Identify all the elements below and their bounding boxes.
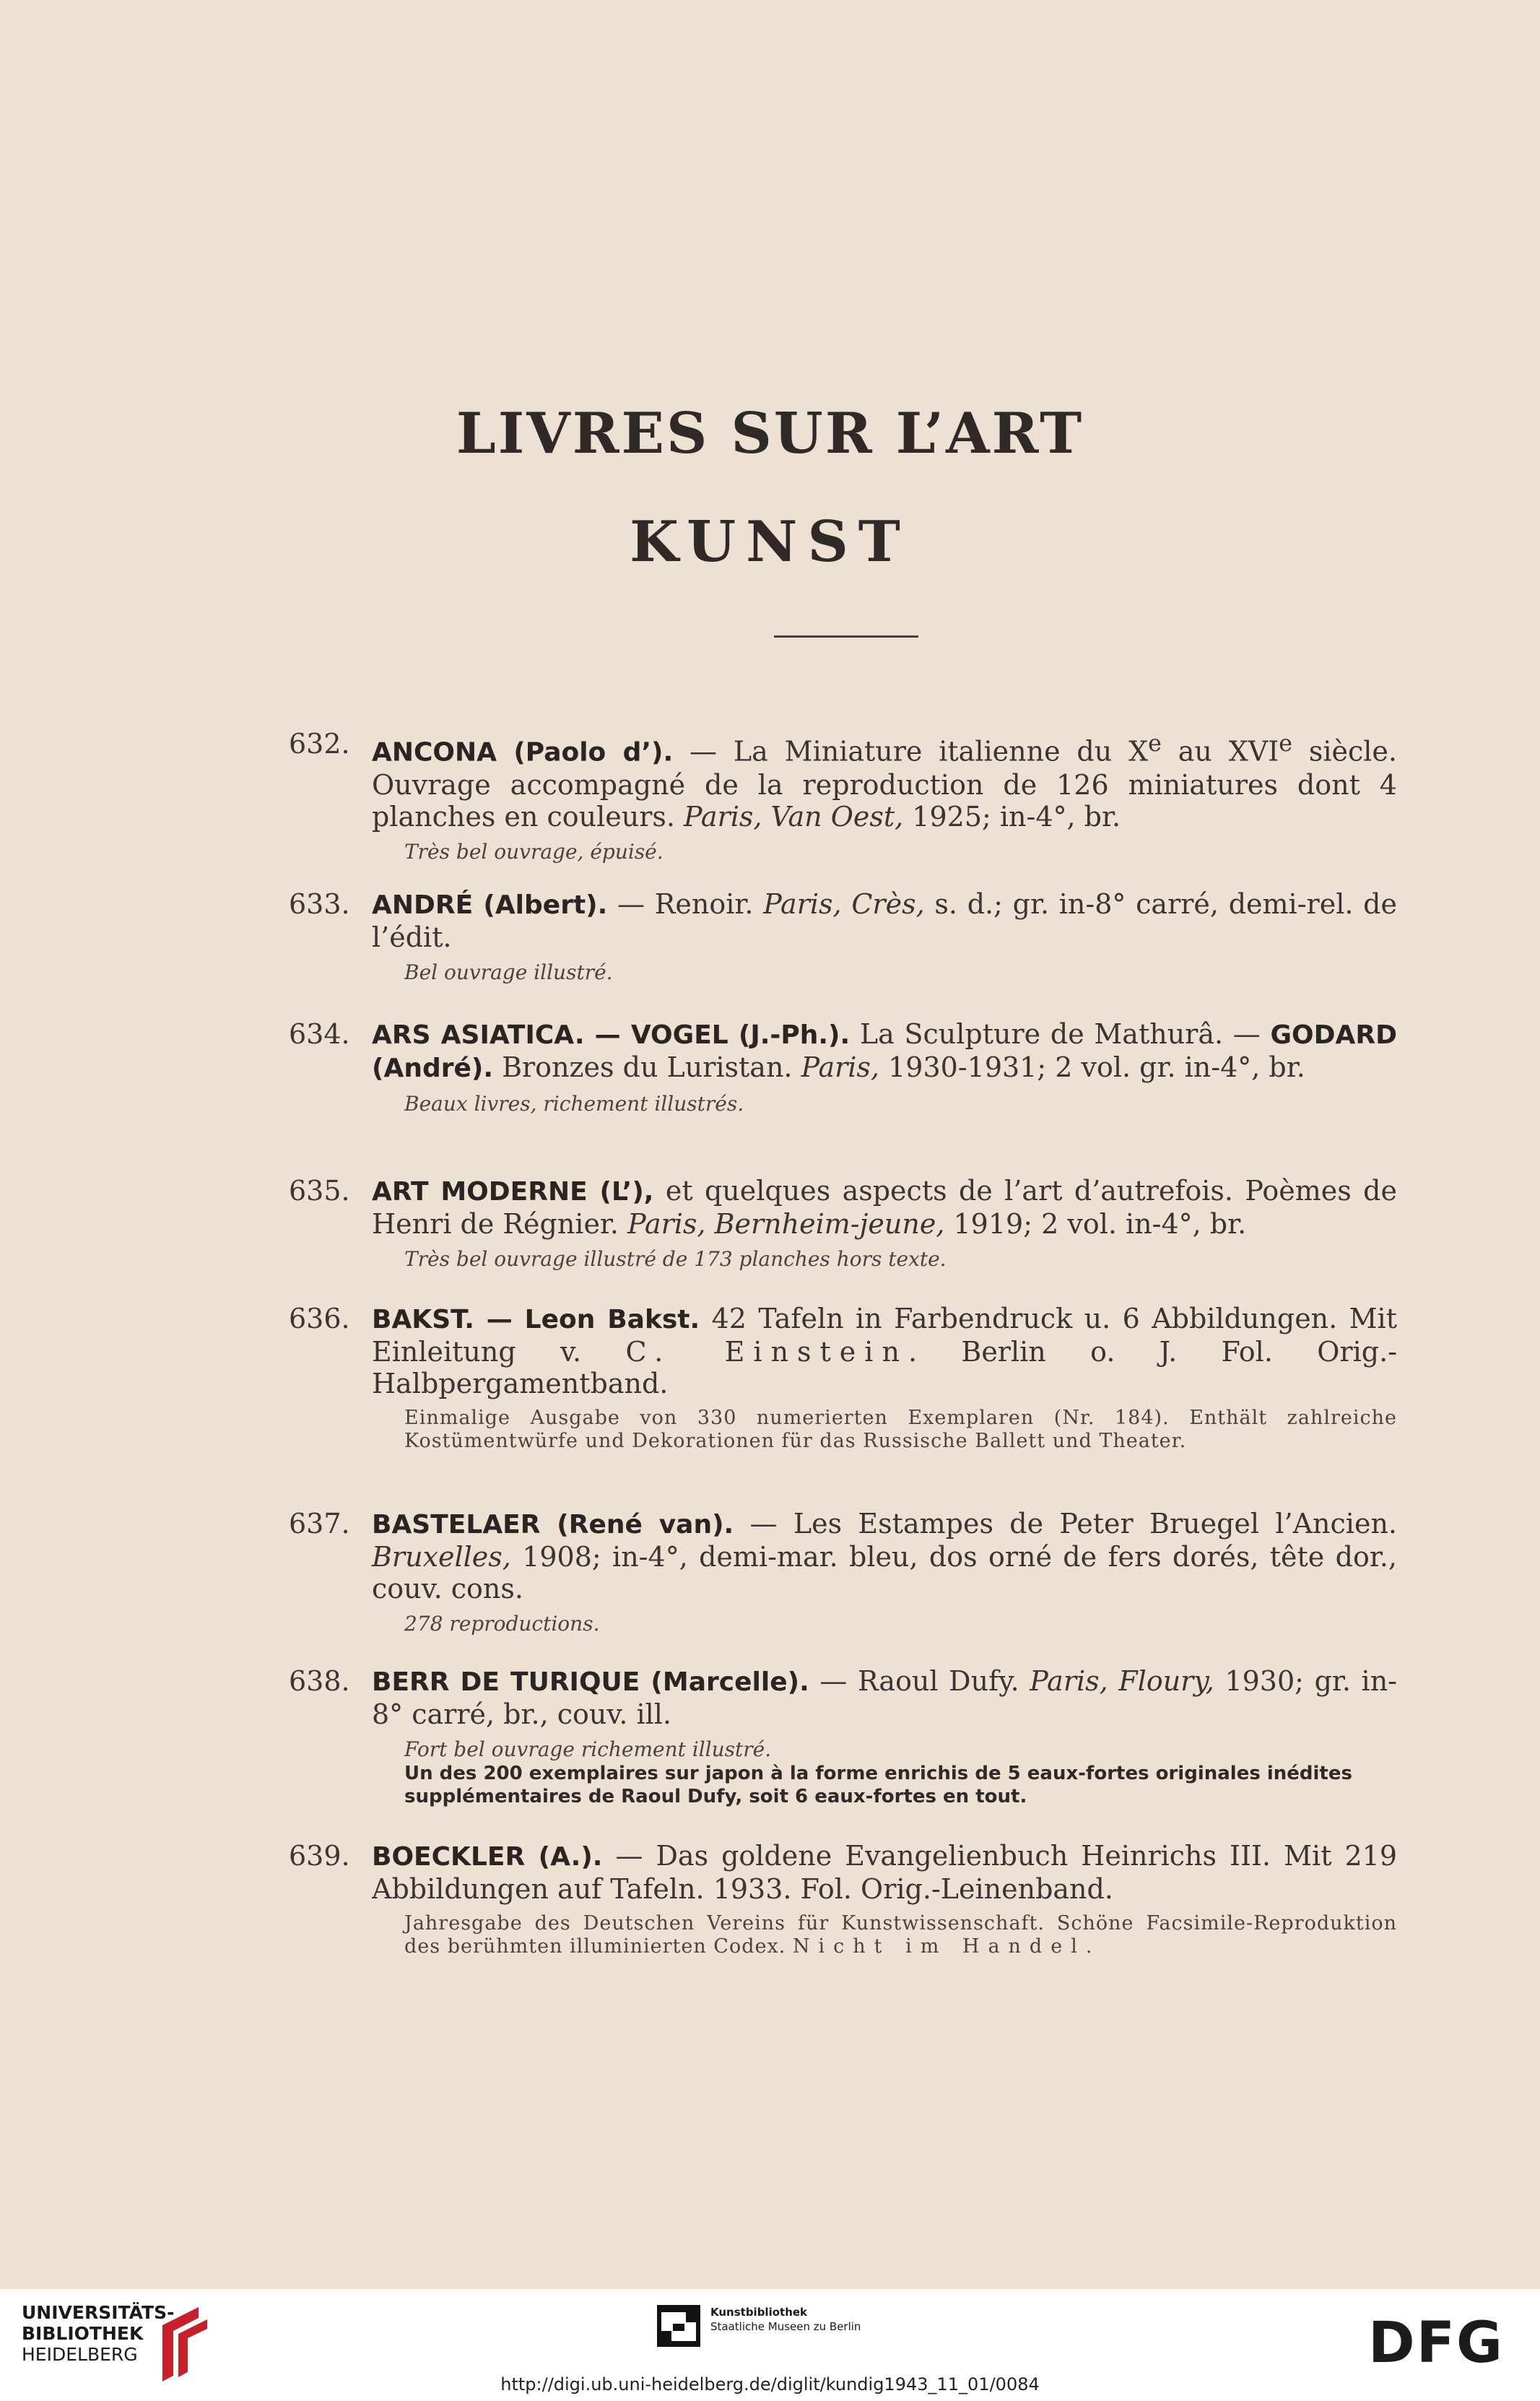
smb-emblem-icon bbox=[657, 2305, 700, 2347]
entry-author: BASTELAER (René van). bbox=[372, 1510, 734, 1540]
entry-author: ARS ASIATICA. — VOGEL (J.-Ph.). bbox=[372, 1020, 851, 1050]
entry-body: ANDRÉ (Albert). — Renoir. Paris, Crès, s. d.; gr. in-8° carré, demi-rel. de l’édit. bbox=[372, 888, 1397, 953]
catalog-entry bbox=[289, 1303, 1397, 1453]
ub-heidelberg-logo[interactable]: UNIVERSITÄTS- BIBLIOTHEK HEIDELBERG bbox=[22, 2302, 175, 2365]
catalog-entry bbox=[289, 1175, 1397, 1272]
entry-body: ANCONA (Paolo d’). — La Miniature italienne du Xe au XVIe siècle. Ouvrage accompagné de la reproduction de 126 miniatures dont 4 planches en couleurs. Paris, Van Oest, 1925; in-4°, br. bbox=[372, 731, 1397, 833]
entry-note: 278 reproductions. bbox=[404, 1612, 600, 1636]
page-title: LIVRES SUR L’ART bbox=[456, 401, 1084, 466]
page-subtitle: KUNST bbox=[630, 509, 910, 575]
entry-note-bold: Un des 200 exemplaires sur japon à la forme enrichis de 5 eaux-fortes originales inédites supplémentaires de Raoul Dufy, soit 6 eaux-fortes en tout. bbox=[404, 1763, 1352, 1807]
entry-author: BAKST. — Leon Bakst. bbox=[372, 1305, 700, 1334]
entry-body: BOECKLER (A.). — Das goldene Evangelienbuch Heinrichs III. Mit 219 Abbildungen auf Tafeln. 1933. Fol. Orig.-Leinenband. bbox=[372, 1840, 1397, 1905]
entry-number: 638. bbox=[289, 1665, 350, 1697]
entry-note: Fort bel ouvrage richement illustré. bbox=[404, 1737, 772, 1761]
entry-note: Très bel ouvrage, épuisé. bbox=[404, 839, 664, 864]
entry-number: 633. bbox=[289, 888, 350, 920]
entry-note: Bel ouvrage illustré. bbox=[404, 960, 613, 984]
ub-emblem-icon bbox=[155, 2304, 213, 2383]
kunstbibliothek-logo[interactable]: Kunstbibliothek Staatliche Museen zu Berlin bbox=[657, 2305, 861, 2347]
entry-author: ANDRÉ (Albert). bbox=[372, 890, 608, 920]
catalog-entry bbox=[289, 888, 1397, 985]
entry-number: 636. bbox=[289, 1303, 350, 1334]
entry-note: Beaux livres, richement illustrés. bbox=[404, 1092, 744, 1116]
library-footer bbox=[0, 2289, 1540, 2401]
catalog-entry bbox=[289, 1508, 1397, 1636]
catalog-entry bbox=[289, 1665, 1397, 1808]
entry-author-2: GODARD (André). bbox=[372, 1020, 1397, 1083]
entry-number: 635. bbox=[289, 1175, 350, 1207]
entry-author: ANCONA (Paolo d’). bbox=[372, 737, 674, 768]
entry-number: 639. bbox=[289, 1840, 350, 1872]
entry-note: Très bel ouvrage illustré de 173 planches hors texte. bbox=[404, 1247, 947, 1271]
entry-number: 637. bbox=[289, 1508, 350, 1540]
entry-number: 632. bbox=[289, 728, 350, 760]
entry-note: Jahresgabe des Deutschen Vereins für Kunstwissenschaft. Schöne Facsimile-Reproduktion des berühmten illuminierten Codex. Nicht im Handel. bbox=[404, 1912, 1397, 1958]
entry-body: ARS ASIATICA. — VOGEL (J.-Ph.). La Sculpture de Mathurâ. — GODARD (André). Bronzes du Luristan. Paris, 1930-1931; 2 vol. gr. in-4°, br. bbox=[372, 1018, 1397, 1083]
catalog-entry bbox=[289, 1018, 1397, 1116]
entry-note: Einmalige Ausgabe von 330 numerierten Exemplaren (Nr. 184). Enthält zahlreiche Kostümentwürfe und Dekorationen für das Russische Ballett und Theater. bbox=[404, 1407, 1397, 1452]
entry-body: BASTELAER (René van). — Les Estampes de Peter Bruegel l’Ancien. Bruxelles, 1908; in-4°, demi-mar. bleu, dos orné de fers dorés, tête dor., couv. cons. bbox=[372, 1508, 1397, 1605]
catalog-entry bbox=[289, 728, 1397, 864]
entry-author: BERR DE TURIQUE (Marcelle). bbox=[372, 1667, 809, 1697]
catalog-entry bbox=[289, 1840, 1397, 1958]
entry-author: BOECKLER (A.). bbox=[372, 1842, 603, 1872]
title-divider bbox=[774, 635, 918, 638]
entry-body: BERR DE TURIQUE (Marcelle). — Raoul Dufy. Paris, Floury, 1930; gr. in-8° carré, br., couv. ill. bbox=[372, 1665, 1398, 1730]
entry-number: 634. bbox=[289, 1018, 350, 1050]
entry-body: ART MODERNE (L’), et quelques aspects de l’art d’autrefois. Poèmes de Henri de Régnier. Paris, Bernheim-jeune, 1919; 2 vol. in-4°, br. bbox=[372, 1175, 1397, 1240]
permalink-url[interactable]: http://digi.ub.uni-heidelberg.de/diglit/kundig1943_11_01/0084 bbox=[500, 2374, 1040, 2395]
entry-author: ART MODERNE (L’), bbox=[372, 1177, 654, 1207]
dfg-logo[interactable]: DFG bbox=[1368, 2311, 1505, 2376]
entry-body: BAKST. — Leon Bakst. 42 Tafeln in Farbendruck u. 6 Abbildungen. Mit Einleitung v. C. Einstein. Berlin o. J. Fol. Orig.-Halbpergamentband. bbox=[372, 1303, 1398, 1399]
